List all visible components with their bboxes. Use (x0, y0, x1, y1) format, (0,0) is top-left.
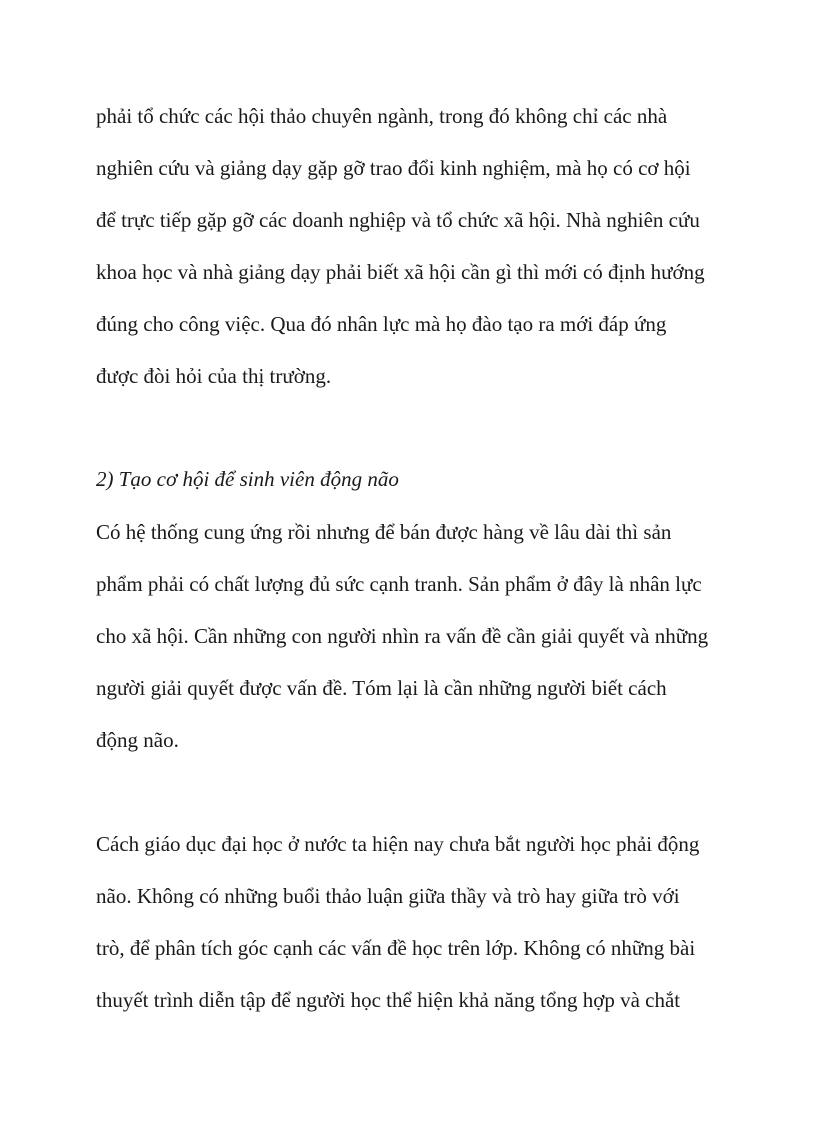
paragraph-line: trò, để phân tích góc cạnh các vấn đề học trên lớp. Không có những bài (96, 936, 696, 960)
paragraph-line: phẩm phải có chất lượng đủ sức cạnh tranh. Sản phẩm ở đây là nhân lực (96, 572, 702, 596)
paragraph-line: nghiên cứu và giảng dạy gặp gỡ trao đổi kinh nghiệm, mà họ có cơ hội (96, 156, 691, 180)
paragraph-line: để trực tiếp gặp gỡ các doanh nghiệp và tổ chức xã hội. Nhà nghiên cứu (96, 208, 700, 232)
paragraph-line: động não. (96, 728, 179, 752)
paragraph-line: Có hệ thống cung ứng rồi nhưng để bán được hàng về lâu dài thì sản (96, 520, 672, 544)
paragraph-line: khoa học và nhà giảng dạy phải biết xã hội cần gì thì mới có định hướng (96, 260, 705, 284)
paragraph-line: người giải quyết được vấn đề. Tóm lại là cần những người biết cách (96, 676, 667, 700)
paragraph-line: đúng cho công việc. Qua đó nhân lực mà họ đào tạo ra mới đáp ứng (96, 312, 667, 336)
paragraph-line: được đòi hỏi của thị trường. (96, 364, 332, 388)
paragraph-line: thuyết trình diễn tập để người học thể hiện khả năng tổng hợp và chắt (96, 988, 681, 1012)
paragraph-line: cho xã hội. Cần những con người nhìn ra vấn đề cần giải quyết và những (96, 624, 709, 648)
paragraph-line: Cách giáo dục đại học ở nước ta hiện nay chưa bắt người học phải động (96, 832, 700, 856)
paragraph-line: phải tổ chức các hội thảo chuyên ngành, trong đó không chỉ các nhà (96, 104, 668, 128)
paragraph-line: não. Không có những buổi thảo luận giữa thầy và trò hay giữa trò với (96, 884, 680, 908)
section-heading: 2) Tạo cơ hội để sinh viên động não (96, 467, 399, 491)
